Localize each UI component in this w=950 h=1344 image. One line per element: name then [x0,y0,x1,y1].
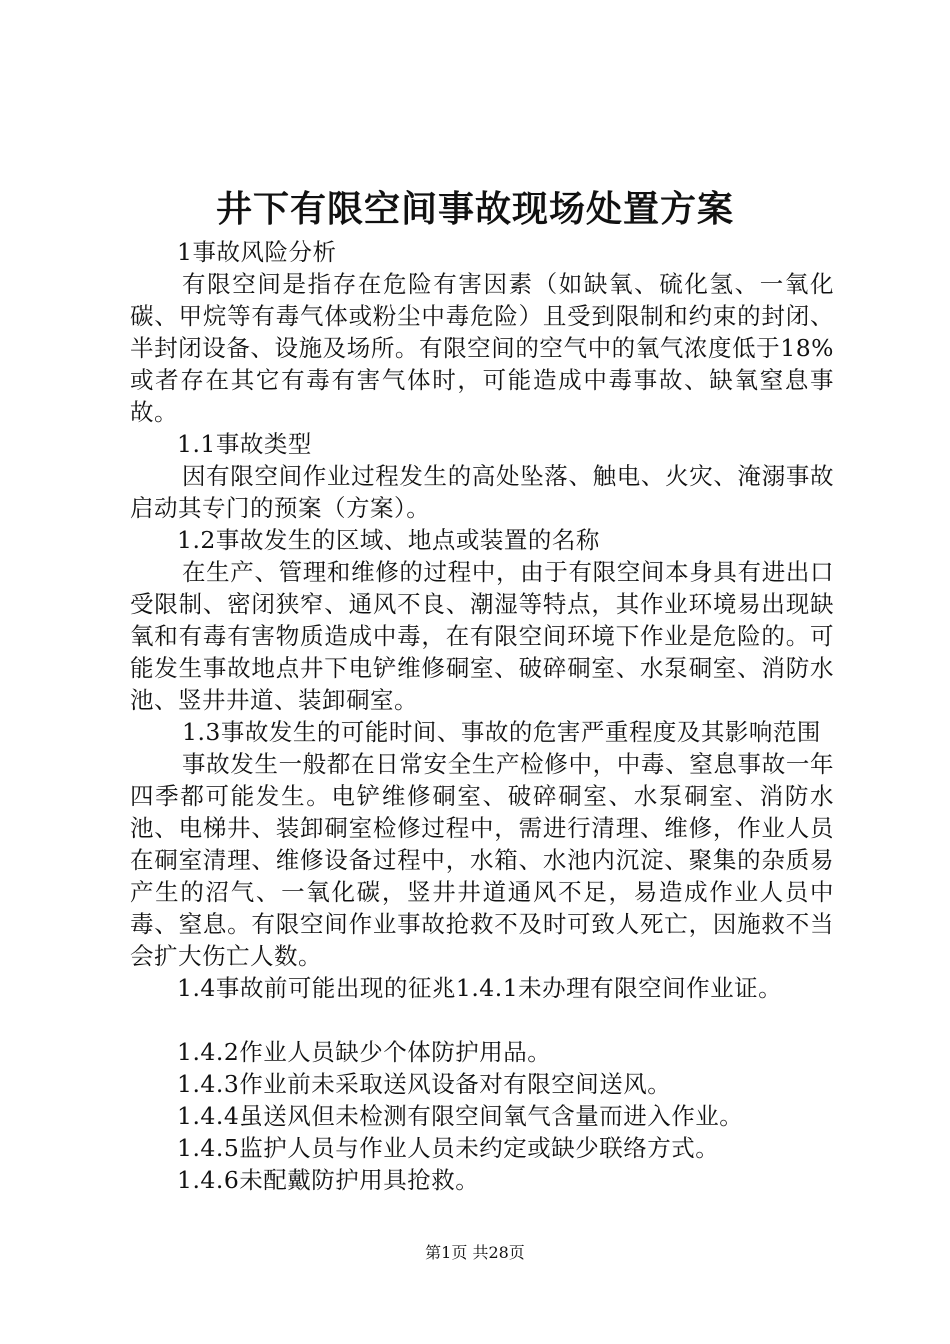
paragraph: 有限空间是指存在危险有害因素（如缺氧、硫化氢、一氧化碳、甲烷等有毒气体或粉尘中毒危险）且受到限制和约束的封闭、半封闭设备、设施及场所。有限空间的空气中的氧气浓度低于18%或者存在其它有毒有害气体时，可能造成中毒事故、缺氧窒息事故。 [130,270,834,426]
page-footer: 第1页 共28页 [425,1243,525,1262]
paragraph: 事故发生一般都在日常安全生产检修中，中毒、窒息事故一年四季都可能发生。电铲维修硐室、破碎硐室、水泵硐室、消防水池、电梯井、装卸硐室检修过程中，需进行清理、维修，作业人员在硐室清理、维修设备过程中，水箱、水池内沉淀、聚集的杂质易产生的沼气、一氧化碳，竖井井道通风不足，易造成作业人员中毒、窒息。有限空间作业事故抢救不及时可致人死亡，因施救不当会扩大伤亡人数。 [130,750,834,970]
paragraph: 1.4.3作业前未采取送风设备对有限空间送风。 [177,1070,672,1098]
document-body [130,236,834,1196]
paragraph: 1.2事故发生的区域、地点或装置的名称 [177,526,600,554]
paragraph: 1.3事故发生的可能时间、事故的危害严重程度及其影响范围 [182,718,821,746]
paragraph: 1.4.2作业人员缺少个体防护用品。 [177,1038,552,1066]
paragraph: 1事故风险分析 [177,238,337,266]
paragraph: 在生产、管理和维修的过程中，由于有限空间本身具有进出口受限制、密闭狭窄、通风不良、潮湿等特点，其作业环境易出现缺氧和有毒有害物质造成中毒，在有限空间环境下作业是危险的。可能发生事故地点井下电铲维修硐室、破碎硐室、水泵硐室、消防水池、竖井井道、装卸硐室。 [130,558,834,714]
paragraph: 1.1事故类型 [177,430,312,458]
paragraph-spacer [130,1004,834,1036]
paragraph: 1.4.6未配戴防护用具抢救。 [177,1166,480,1194]
document-title: 井下有限空间事故现场处置方案 [215,188,734,230]
paragraph: 1.4.5监护人员与作业人员未约定或缺少联络方式。 [177,1134,720,1162]
paragraph: 因有限空间作业过程发生的高处坠落、触电、火灾、淹溺事故启动其专门的预案（方案）。 [130,462,834,522]
paragraph: 1.4事故前可能出现的征兆1.4.1未办理有限空间作业证。 [177,974,783,1002]
paragraph: 1.4.4虽送风但未检测有限空间氧气含量而进入作业。 [177,1102,744,1130]
